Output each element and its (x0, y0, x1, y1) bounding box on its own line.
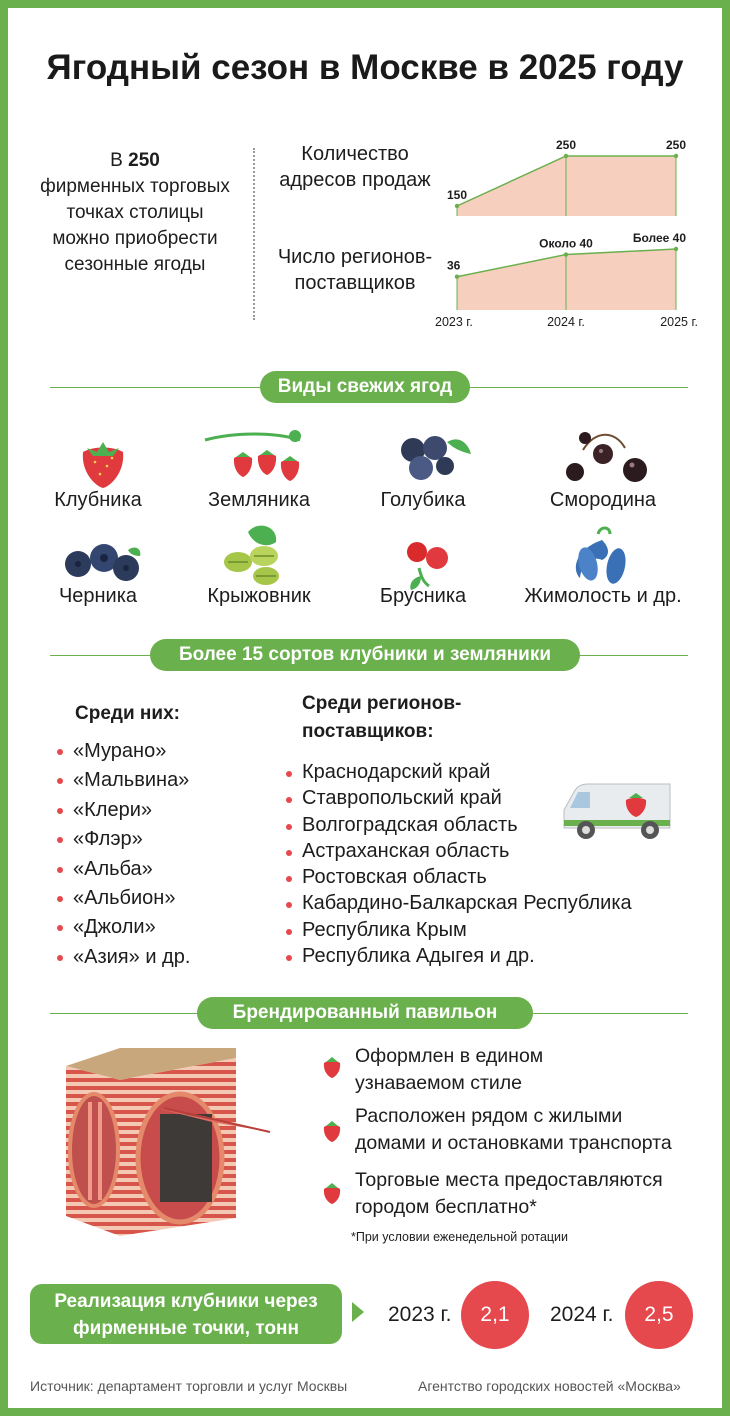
page-title: Ягодный сезон в Москве в 2025 году (46, 48, 684, 87)
feature-text-line: Оформлен в едином (355, 1045, 544, 1067)
list-item: Ростовская область (284, 864, 632, 890)
regions-data-label: 36 (447, 258, 461, 273)
agency-text: Агентство городских новостей «Москва» (418, 1378, 681, 1394)
footnote: *При условии еженедельной ротации (351, 1230, 569, 1244)
feature-text-line: домами и остановками транспорта (355, 1132, 672, 1154)
list-item: «Азия» и др. (55, 943, 190, 972)
intro-text (40, 148, 230, 278)
regions-data-label: Более 40 (632, 231, 686, 245)
regions-heading (302, 690, 461, 746)
list-item: «Клери» (55, 796, 190, 825)
feature-item (355, 1167, 695, 1221)
list-item: «Мурано» (55, 737, 190, 766)
addresses-point (564, 154, 568, 158)
berry-label: Крыжовник (207, 585, 311, 607)
sales-label (30, 1284, 342, 1344)
sales-year: 2023 г. (388, 1303, 452, 1326)
strawberry-bullet-icon (324, 1121, 340, 1142)
gooseberry-icon (224, 526, 279, 585)
regions-point (455, 275, 459, 279)
sales-year: 2024 г. (550, 1303, 614, 1326)
strawberry-bullet-icon (324, 1057, 340, 1078)
berry-label: Голубика (380, 489, 466, 511)
sales-value-badge: 2,5 (625, 1281, 693, 1349)
strawberry-bullet-icon (324, 1183, 340, 1204)
stats-chart (425, 130, 715, 335)
honeysuckle-icon (575, 528, 629, 585)
chart-x-axis-labels (435, 315, 698, 329)
intro-rest: фирменных торговых точках столицы можно приобрести сезонные ягоды (40, 176, 230, 275)
pavilion-illustration (60, 1046, 280, 1246)
berry-label: Смородина (549, 489, 657, 511)
feature-text-line: Торговые места предоставляются (355, 1169, 663, 1191)
regions-point (674, 247, 678, 251)
addresses-data-label: 150 (447, 188, 468, 202)
regions-heading-line2: поставщиков: (302, 721, 434, 742)
addresses-label: Количество адресов продаж (279, 143, 431, 191)
list-item: «Джоли» (55, 913, 190, 942)
feature-bullets (320, 1053, 344, 1213)
varieties-heading: Среди них: (75, 703, 180, 724)
berry-label: Черника (58, 585, 138, 607)
varieties-list (55, 737, 190, 972)
feature-text-line: узнаваемом стиле (355, 1072, 523, 1094)
berry-label: Брусника (379, 585, 467, 607)
x-tick-label: 2025 г. (660, 315, 698, 329)
list-item: Астраханская область (284, 838, 632, 864)
blueberry-icon (401, 436, 471, 480)
delivery-van-icon (560, 778, 680, 842)
intro-number: 250 (128, 150, 160, 171)
berries-section-title: Виды свежих ягод (260, 371, 470, 403)
bilberry-icon (65, 544, 140, 581)
list-item: Ставропольский край (284, 785, 632, 811)
list-item: «Альба» (55, 855, 190, 884)
addresses-data-label: 250 (665, 138, 686, 152)
berry-label: Земляника (208, 489, 310, 511)
addresses-point (455, 204, 459, 208)
list-item: «Мальвина» (55, 766, 190, 795)
sales-value-badge: 2,1 (461, 1281, 529, 1349)
regions-heading-line1: Среди регионов- (302, 693, 462, 714)
regions-chart (447, 231, 686, 310)
list-item: «Альбион» (55, 884, 190, 913)
list-item: «Флэр» (55, 825, 190, 854)
list-item: Республика Крым (284, 917, 632, 943)
addresses-point (674, 154, 678, 158)
sales-label-line: фирменные точки, тонн (73, 1318, 299, 1339)
regions-data-label: Около 40 (539, 236, 593, 251)
feature-text-line: городом бесплатно* (355, 1196, 537, 1218)
divider-dotted (253, 148, 255, 320)
addresses-chart (447, 138, 686, 216)
arrow-right-icon (352, 1302, 364, 1322)
pavilion-section-title: Брендированный павильон (197, 997, 533, 1029)
feature-text-line: Расположен рядом с жилыми (355, 1105, 623, 1127)
intro-prefix: В (110, 150, 129, 171)
regions-label: Число регионов-поставщиков (277, 246, 433, 294)
berry-label: Жимолость и др. (524, 585, 682, 607)
strawberry-icon (83, 442, 123, 488)
berry-label: Клубника (54, 489, 142, 511)
list-item: Волгоградская область (284, 812, 632, 838)
varieties-section-title: Более 15 сортов клубники и земляники (150, 639, 580, 671)
feature-item (355, 1103, 695, 1157)
x-tick-label: 2024 г. (547, 315, 585, 329)
x-tick-label: 2023 г. (435, 315, 473, 329)
sales-label-line: Реализация клубники через (54, 1291, 318, 1312)
list-item: Кабардино-Балкарская Республика (284, 890, 632, 916)
addresses-data-label: 250 (555, 138, 577, 152)
regions-point (564, 252, 568, 256)
list-item: Республика Адыгея и др. (284, 943, 632, 969)
feature-item (355, 1043, 695, 1097)
source-text: Источник: департамент торговли и услуг Москвы (30, 1378, 348, 1394)
lingonberry-icon (407, 542, 448, 590)
currant-icon (566, 432, 647, 482)
wild-strawberry-icon (205, 430, 301, 481)
list-item: Краснодарский край (284, 759, 632, 785)
